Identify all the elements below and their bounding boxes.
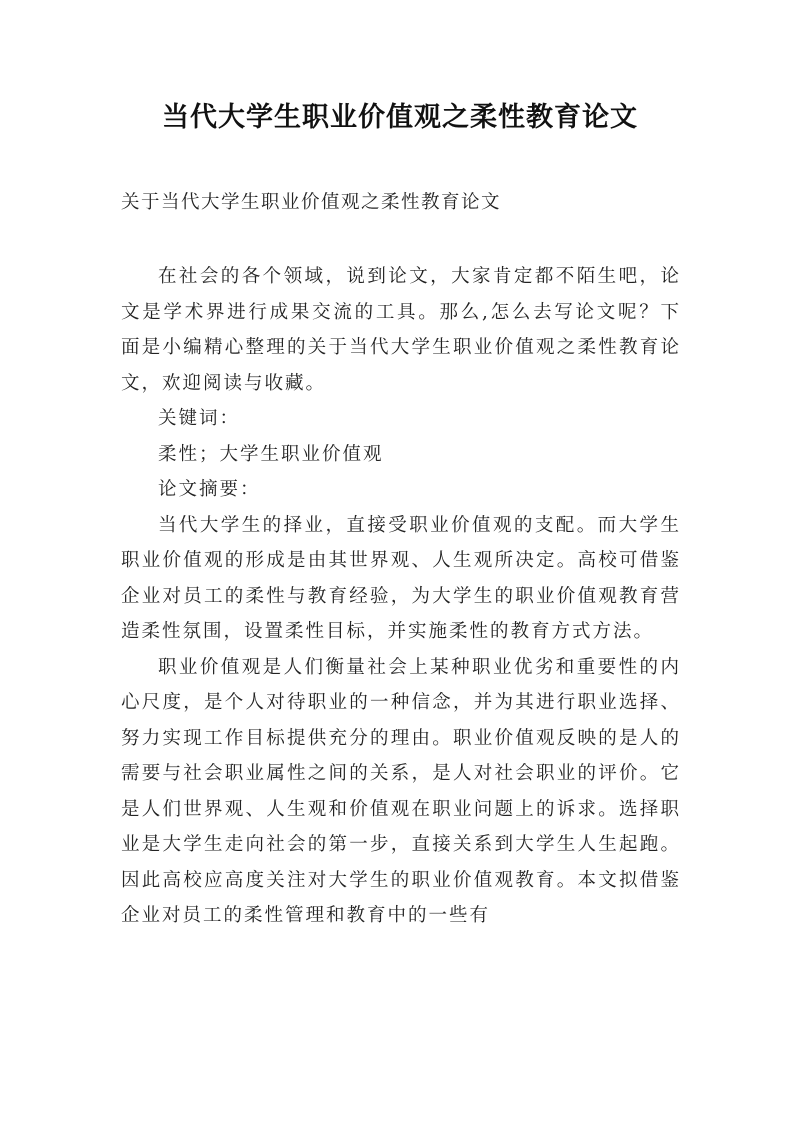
paragraph-abstract: 当代大学生的择业，直接受职业价值观的支配。而大学生职业价值观的形成是由其世界观、人生观所决定。高校可借鉴企业对员工的柔性与教育经验，为大学生的职业价值观教育营造柔性氛围，设置柔性目标，并实施柔性的教育方式方法。 [121, 514, 681, 642]
paragraph-main: 职业价值观是人们衡量社会上某种职业优劣和重要性的内心尺度，是个人对待职业的一种信念，并为其进行职业选择、努力实现工作目标提供充分的理由。职业价值观反映的是人的需要与社会职业属性之间的关系，是人对社会职业的评价。它是人们世界观、人生观和价值观在职业问题上的诉求。选择职业是大学生走向社会的第一步，直接关系到大学生人生起跑。因此高校应高度关注对大学生的职业价值观教育。本文拟借鉴企业对员工的柔性管理和教育中的一些有 [121, 656, 681, 926]
paragraph-keywords-label: 关键词： [158, 408, 241, 429]
document-title: 当代大学生职业价值观之柔性教育论文 [162, 102, 638, 133]
paragraph-intro: 在社会的各个领域，说到论文，大家肯定都不陌生吧，论文是学术界进行成果交流的工具。那么,怎么去写论文呢？下面是小编精心整理的关于当代大学生职业价值观之柔性教育论文，欢迎阅读与收藏。 [121, 266, 681, 394]
paragraph-keywords: 柔性；大学生职业价值观 [158, 443, 384, 465]
document-body [121, 259, 681, 934]
paragraph-abstract-label: 论文摘要： [158, 479, 261, 500]
document-subtitle: 关于当代大学生职业价值观之柔性教育论文 [121, 192, 502, 213]
